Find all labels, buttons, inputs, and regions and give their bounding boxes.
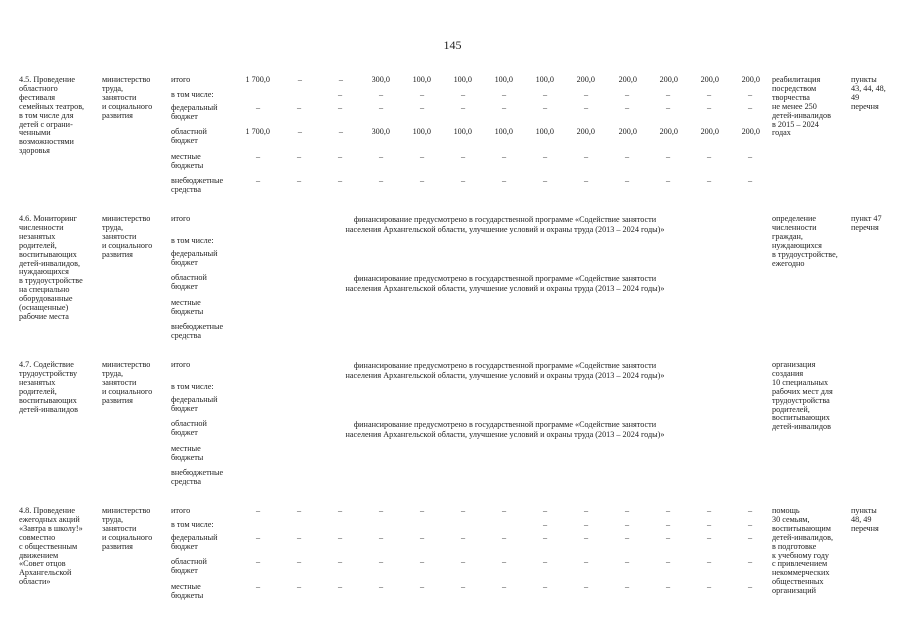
dash-cell: – <box>625 557 630 566</box>
executor: министерство труда, занятости и социального развития <box>102 214 153 259</box>
dash-cell: – <box>461 90 466 99</box>
executor: министерство труда, занятости и социального развития <box>102 75 153 120</box>
value-cell: 200,0 <box>700 75 719 84</box>
dash-cell: – <box>543 533 548 542</box>
label-local: местные бюджеты <box>171 582 204 600</box>
dash-cell: – <box>379 103 384 112</box>
dash-cell: – <box>420 506 425 515</box>
dash-cell: – <box>625 152 630 161</box>
dash-cell: – <box>666 533 671 542</box>
dash-cell: – <box>625 520 630 529</box>
dash-cell: – <box>625 506 630 515</box>
measure-title: 4.5. Проведение областного фестиваля семейных театров, в том числе для детей с ограни- ченными возможностями здоровья <box>19 75 85 156</box>
dash-cell: – <box>420 557 425 566</box>
dash-cell: – <box>461 506 466 515</box>
label-federal: федеральный бюджет <box>171 103 218 121</box>
value-cell: – <box>297 127 302 136</box>
dash-cell: – <box>584 176 589 185</box>
measure-title: 4.7. Содействие трудоустройству незанятых родителей, воспитывающих детей-инвалидов <box>19 360 78 414</box>
value-cell: – <box>338 75 343 84</box>
value-cell: 100,0 <box>453 75 472 84</box>
dash-cell: – <box>666 506 671 515</box>
executor: министерство труда, занятости и социального развития <box>102 360 153 405</box>
dash-cell: – <box>748 533 753 542</box>
dash-cell: – <box>379 90 384 99</box>
dash-cell: – <box>748 103 753 112</box>
dash-cell: – <box>256 506 261 515</box>
value-cell: 200,0 <box>618 75 637 84</box>
label-total: итого <box>171 360 191 369</box>
value-cell: 200,0 <box>741 75 760 84</box>
value-cell: 100,0 <box>412 127 431 136</box>
label-total: итого <box>171 75 191 84</box>
reference-items: пункты 43, 44, 48, 49 перечня <box>851 75 886 111</box>
dash-cell: – <box>502 582 507 591</box>
label-federal: федеральный бюджет <box>171 395 218 413</box>
dash-cell: – <box>461 176 466 185</box>
dash-cell: – <box>461 533 466 542</box>
value-cell: 200,0 <box>741 127 760 136</box>
dash-cell: – <box>297 103 302 112</box>
dash-cell: – <box>666 152 671 161</box>
dash-cell: – <box>543 582 548 591</box>
dash-cell: – <box>502 152 507 161</box>
dash-cell: – <box>502 506 507 515</box>
dash-cell: – <box>256 582 261 591</box>
dash-cell: – <box>338 557 343 566</box>
dash-cell: – <box>543 152 548 161</box>
dash-cell: – <box>338 582 343 591</box>
dash-cell: – <box>297 176 302 185</box>
dash-cell: – <box>297 533 302 542</box>
dash-cell: – <box>625 103 630 112</box>
dash-cell: – <box>502 557 507 566</box>
dash-cell: – <box>666 557 671 566</box>
dash-cell: – <box>625 582 630 591</box>
dash-cell: – <box>625 176 630 185</box>
dash-cell: – <box>256 176 261 185</box>
dash-cell: – <box>707 176 712 185</box>
dash-cell: – <box>502 103 507 112</box>
dash-cell: – <box>707 520 712 529</box>
dash-cell: – <box>543 506 548 515</box>
page-number: 145 <box>443 38 462 52</box>
value-cell: 200,0 <box>576 75 595 84</box>
dash-cell: – <box>379 506 384 515</box>
dash-cell: – <box>256 103 261 112</box>
value-cell: 1 700,0 <box>245 127 270 136</box>
dash-cell: – <box>748 582 753 591</box>
label-federal: федеральный бюджет <box>171 533 218 551</box>
label-regional: областной бюджет <box>171 273 207 291</box>
dash-cell: – <box>461 103 466 112</box>
label-local: местные бюджеты <box>171 298 204 316</box>
dash-cell: – <box>256 557 261 566</box>
dash-cell: – <box>256 533 261 542</box>
label-federal: федеральный бюджет <box>171 249 218 267</box>
dash-cell: – <box>420 582 425 591</box>
value-cell: 200,0 <box>618 127 637 136</box>
dash-cell: – <box>338 103 343 112</box>
dash-cell: – <box>584 90 589 99</box>
dash-cell: – <box>584 533 589 542</box>
value-cell: 100,0 <box>494 75 513 84</box>
dash-cell: – <box>543 103 548 112</box>
dash-cell: – <box>707 557 712 566</box>
dash-cell: – <box>625 533 630 542</box>
label-total: итого <box>171 214 191 223</box>
dash-cell: – <box>461 152 466 161</box>
dash-cell: – <box>379 557 384 566</box>
dash-cell: – <box>379 582 384 591</box>
dash-cell: – <box>379 152 384 161</box>
dash-cell: – <box>707 152 712 161</box>
reference-items: пункты 48, 49 перечня <box>851 506 879 533</box>
dash-cell: – <box>297 152 302 161</box>
value-cell: 100,0 <box>535 75 554 84</box>
value-cell: 200,0 <box>659 127 678 136</box>
dash-cell: – <box>543 176 548 185</box>
label-including: в том числе: <box>171 236 214 245</box>
value-cell: 300,0 <box>371 75 390 84</box>
dash-cell: – <box>256 152 261 161</box>
dash-cell: – <box>707 103 712 112</box>
value-cell: – <box>297 75 302 84</box>
label-total: итого <box>171 506 191 515</box>
value-cell: 300,0 <box>371 127 390 136</box>
label-regional: областной бюджет <box>171 127 207 145</box>
dash-cell: – <box>748 152 753 161</box>
label-local: местные бюджеты <box>171 444 204 462</box>
executor: министерство труда, занятости и социального развития <box>102 506 153 551</box>
financing-note: финансирование предусмотрено в государственной программе «Содействие занятости населения Архангельской области, улучшение условий и охраны труда (2013 – 2024 годы)» <box>345 274 665 293</box>
label-including: в том числе: <box>171 382 214 391</box>
dash-cell: – <box>543 520 548 529</box>
label-regional: областной бюджет <box>171 557 207 575</box>
dash-cell: – <box>584 103 589 112</box>
dash-cell: – <box>338 152 343 161</box>
dash-cell: – <box>420 533 425 542</box>
expected-result: определение численности граждан, нуждающихся в трудоустройстве, ежегодно <box>772 214 838 268</box>
value-cell: 100,0 <box>453 127 472 136</box>
dash-cell: – <box>666 520 671 529</box>
dash-cell: – <box>420 176 425 185</box>
dash-cell: – <box>543 557 548 566</box>
dash-cell: – <box>666 90 671 99</box>
dash-cell: – <box>379 176 384 185</box>
label-including: в том числе: <box>171 90 214 99</box>
label-extra: внебюджетные средства <box>171 176 224 194</box>
value-cell: 1 700,0 <box>245 75 270 84</box>
measure-title: 4.6. Мониторинг численности незанятых родителей, воспитывающих детей-инвалидов, нуждающихся в трудоустройстве на специально оборудованные (оснащенные) рабочие места <box>19 214 83 321</box>
label-including: в том числе: <box>171 520 214 529</box>
value-cell: 200,0 <box>700 127 719 136</box>
dash-cell: – <box>502 533 507 542</box>
label-extra: внебюджетные средства <box>171 322 224 340</box>
label-regional: областной бюджет <box>171 419 207 437</box>
dash-cell: – <box>666 582 671 591</box>
dash-cell: – <box>338 506 343 515</box>
dash-cell: – <box>297 506 302 515</box>
dash-cell: – <box>625 90 630 99</box>
value-cell: 100,0 <box>535 127 554 136</box>
value-cell: – <box>338 127 343 136</box>
dash-cell: – <box>461 582 466 591</box>
dash-cell: – <box>748 176 753 185</box>
dash-cell: – <box>584 152 589 161</box>
dash-cell: – <box>461 557 466 566</box>
dash-cell: – <box>666 176 671 185</box>
dash-cell: – <box>420 152 425 161</box>
measure-title: 4.8. Проведение ежегодных акций «Завтра в школу!» совместно с общественным движением «Совет отцов Архангельской области» <box>19 506 83 587</box>
financing-note: финансирование предусмотрено в государственной программе «Содействие занятости населения Архангельской области, улучшение условий и охраны труда (2013 – 2024 годы)» <box>345 361 665 380</box>
dash-cell: – <box>584 506 589 515</box>
dash-cell: – <box>379 533 384 542</box>
expected-result: организация создания 10 специальных рабочих мест для трудоустройства родителей, воспитывающих детей-инвалидов <box>772 360 833 432</box>
dash-cell: – <box>338 533 343 542</box>
label-extra: внебюджетные средства <box>171 468 224 486</box>
value-cell: 200,0 <box>659 75 678 84</box>
reference-items: пункт 47 перечня <box>851 214 882 232</box>
dash-cell: – <box>666 103 671 112</box>
dash-cell: – <box>420 90 425 99</box>
dash-cell: – <box>338 176 343 185</box>
expected-result: помощь 30 семьям, воспитывающим детей-инвалидов, в подготовке к учебному году с привлечением некоммерческих общественных организаций <box>772 506 833 596</box>
dash-cell: – <box>584 520 589 529</box>
dash-cell: – <box>420 103 425 112</box>
value-cell: 200,0 <box>576 127 595 136</box>
dash-cell: – <box>748 506 753 515</box>
dash-cell: – <box>502 176 507 185</box>
dash-cell: – <box>297 557 302 566</box>
dash-cell: – <box>707 90 712 99</box>
dash-cell: – <box>707 506 712 515</box>
dash-cell: – <box>584 557 589 566</box>
expected-result: реабилитация посредством творчества не менее 250 детей-инвалидов в 2015 – 2024 годах <box>772 75 831 138</box>
dash-cell: – <box>748 520 753 529</box>
dash-cell: – <box>502 90 507 99</box>
value-cell: 100,0 <box>494 127 513 136</box>
dash-cell: – <box>543 90 548 99</box>
dash-cell: – <box>707 582 712 591</box>
dash-cell: – <box>584 582 589 591</box>
financing-note: финансирование предусмотрено в государственной программе «Содействие занятости населения Архангельской области, улучшение условий и охраны труда (2013 – 2024 годы)» <box>345 420 665 439</box>
label-local: местные бюджеты <box>171 152 204 170</box>
dash-cell: – <box>748 557 753 566</box>
dash-cell: – <box>748 90 753 99</box>
dash-cell: – <box>297 582 302 591</box>
financing-note: финансирование предусмотрено в государственной программе «Содействие занятости населения Архангельской области, улучшение условий и охраны труда (2013 – 2024 годы)» <box>345 215 665 234</box>
value-cell: 100,0 <box>412 75 431 84</box>
dash-cell: – <box>338 90 343 99</box>
dash-cell: – <box>707 533 712 542</box>
